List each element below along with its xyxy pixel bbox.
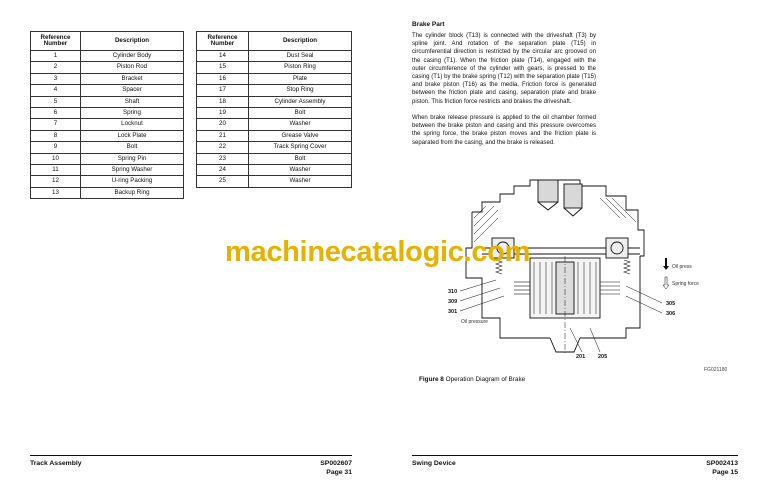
- table-row: [31, 96, 184, 107]
- reference-number-cell: 1: [31, 51, 81, 62]
- reference-table-1: [30, 31, 184, 199]
- description-cell: Washer: [249, 119, 352, 130]
- figure-caption: [419, 376, 525, 383]
- reference-number-cell: 7: [31, 119, 81, 130]
- brake-paragraph-2: When brake release pressure is applied to the oil chamber formed between the brake piston and casing and this pressure overcomes the spring force, the brake piston moves and the friction plate is separated from the casing, and the brake is released.: [412, 115, 596, 146]
- table1-header-description: Description: [81, 32, 184, 51]
- diagram-legend: [663, 258, 699, 289]
- table-row: [197, 130, 352, 141]
- reference-number-cell: 17: [197, 85, 249, 96]
- reference-number-cell: 9: [31, 142, 81, 153]
- reference-number-cell: 23: [197, 153, 249, 164]
- reference-number-cell: 16: [197, 73, 249, 84]
- figure-caption-text: Operation Diagram of Brake: [443, 376, 526, 383]
- description-cell: Washer: [249, 176, 352, 187]
- description-cell: Plate: [249, 73, 352, 84]
- table-row: [197, 107, 352, 118]
- description-cell: Piston Rod: [81, 62, 184, 73]
- right-footer-doc-code: SP002413: [706, 460, 738, 467]
- table-row: [197, 142, 352, 153]
- left-footer-section: Track Assembly: [30, 460, 82, 467]
- left-footer-page: Page 31: [326, 469, 352, 476]
- table-row: [31, 142, 184, 153]
- reference-number-cell: 18: [197, 96, 249, 107]
- description-cell: Stop Ring: [249, 85, 352, 96]
- table-row: [197, 96, 352, 107]
- table-row: [197, 85, 352, 96]
- right-footer-section: Swing Device: [412, 460, 456, 467]
- description-cell: Grease Valve: [249, 130, 352, 141]
- table-row: [197, 51, 352, 62]
- callout-306: 306: [666, 311, 676, 317]
- description-cell: Washer: [249, 164, 352, 175]
- reference-number-cell: 11: [31, 164, 81, 175]
- left-footer-doc-code: SP002607: [320, 460, 352, 467]
- table-row: [31, 107, 184, 118]
- description-cell: Spring: [81, 107, 184, 118]
- description-cell: Cylinder Body: [81, 51, 184, 62]
- table-row: [197, 164, 352, 175]
- description-cell: Spacer: [81, 85, 184, 96]
- table-row: [197, 62, 352, 73]
- reference-number-cell: 10: [31, 153, 81, 164]
- reference-number-cell: 4: [31, 85, 81, 96]
- table-row: [31, 130, 184, 141]
- reference-number-cell: 14: [197, 51, 249, 62]
- spring-force-arrow-icon: [663, 277, 669, 289]
- description-cell: Backup Ring: [81, 187, 184, 198]
- description-cell: Track Spring Cover: [249, 142, 352, 153]
- reference-number-cell: 12: [31, 176, 81, 187]
- description-cell: Bolt: [81, 142, 184, 153]
- description-cell: Locknut: [81, 119, 184, 130]
- description-cell: U-ring Packing: [81, 176, 184, 187]
- table-row: [31, 51, 184, 62]
- description-cell: Bracket: [81, 73, 184, 84]
- reference-table-2: [196, 31, 352, 188]
- left-footer-rule: [30, 455, 352, 456]
- reference-number-cell: 25: [197, 176, 249, 187]
- description-cell: Spring Pin: [81, 153, 184, 164]
- description-cell: Spring Washer: [81, 164, 184, 175]
- table2-header-reference: Reference Number: [197, 32, 249, 51]
- reference-number-cell: 22: [197, 142, 249, 153]
- reference-number-cell: 21: [197, 130, 249, 141]
- table-row: [197, 176, 352, 187]
- section-title: Brake Part: [412, 21, 445, 28]
- reference-number-cell: 6: [31, 107, 81, 118]
- description-cell: Shaft: [81, 96, 184, 107]
- table2-header-description: Description: [249, 32, 352, 51]
- description-cell: Bolt: [249, 153, 352, 164]
- callout-305: 305: [666, 301, 676, 307]
- table-row: [31, 176, 184, 187]
- description-cell: Piston Ring: [249, 62, 352, 73]
- right-footer-rule: [412, 455, 738, 456]
- figure-caption-prefix: Figure 8: [419, 376, 444, 383]
- table-row: [31, 164, 184, 175]
- callout-205: 205: [598, 354, 608, 360]
- legend-spring-force: Spring force: [672, 281, 699, 287]
- reference-number-cell: 2: [31, 62, 81, 73]
- brake-paragraph-1: The cylinder block (T13) is connected with the driveshaft (T3) by spline joint. And rotation of the separation plate (T15) in circumferential direction is restricted by the circular arc grooved on the casing (T1). When the friction plate (T14), engaged with the outer circumference of the cylinder with gears, is pressed to the casing (T1) by the brake spring (T12) with the separation plate (T15) and brake piston (T16) as the media, Friction force is generated between the friction plate and casing, separation plate and brake piston. This friction force restricts and brakes the driveshaft.: [412, 33, 596, 105]
- reference-number-cell: 20: [197, 119, 249, 130]
- reference-number-cell: 8: [31, 130, 81, 141]
- table-row: [197, 153, 352, 164]
- description-cell: Bolt: [249, 107, 352, 118]
- brake-operation-diagram: [430, 178, 699, 364]
- table-row: [197, 73, 352, 84]
- description-cell: Cylinder Assembly: [249, 96, 352, 107]
- table1-header-reference: Reference Number: [31, 32, 81, 51]
- table-row: [31, 73, 184, 84]
- table-row: [31, 187, 184, 198]
- reference-number-cell: 3: [31, 73, 81, 84]
- reference-number-cell: 5: [31, 96, 81, 107]
- figure-code: FG021180: [704, 367, 728, 373]
- callout-310: 310: [448, 289, 458, 295]
- callout-309: 309: [448, 299, 458, 305]
- reference-number-cell: 19: [197, 107, 249, 118]
- callout-301: 301: [448, 309, 458, 315]
- right-footer-page: Page 15: [712, 469, 738, 476]
- table-row: [31, 62, 184, 73]
- reference-number-cell: 24: [197, 164, 249, 175]
- watermark: machinecatalogic.com: [225, 236, 531, 268]
- table-row: [31, 85, 184, 96]
- legend-oil-press: Oil press: [672, 264, 692, 270]
- reference-number-cell: 13: [31, 187, 81, 198]
- oil-press-arrow-icon: [663, 258, 669, 270]
- description-cell: Dust Seal: [249, 51, 352, 62]
- table-row: [31, 153, 184, 164]
- table-row: [31, 119, 184, 130]
- description-cell: Lock Plate: [81, 130, 184, 141]
- reference-number-cell: 15: [197, 62, 249, 73]
- table-row: [197, 119, 352, 130]
- oil-pressure-label: Oil pressure: [461, 319, 488, 325]
- callout-201: 201: [576, 354, 586, 360]
